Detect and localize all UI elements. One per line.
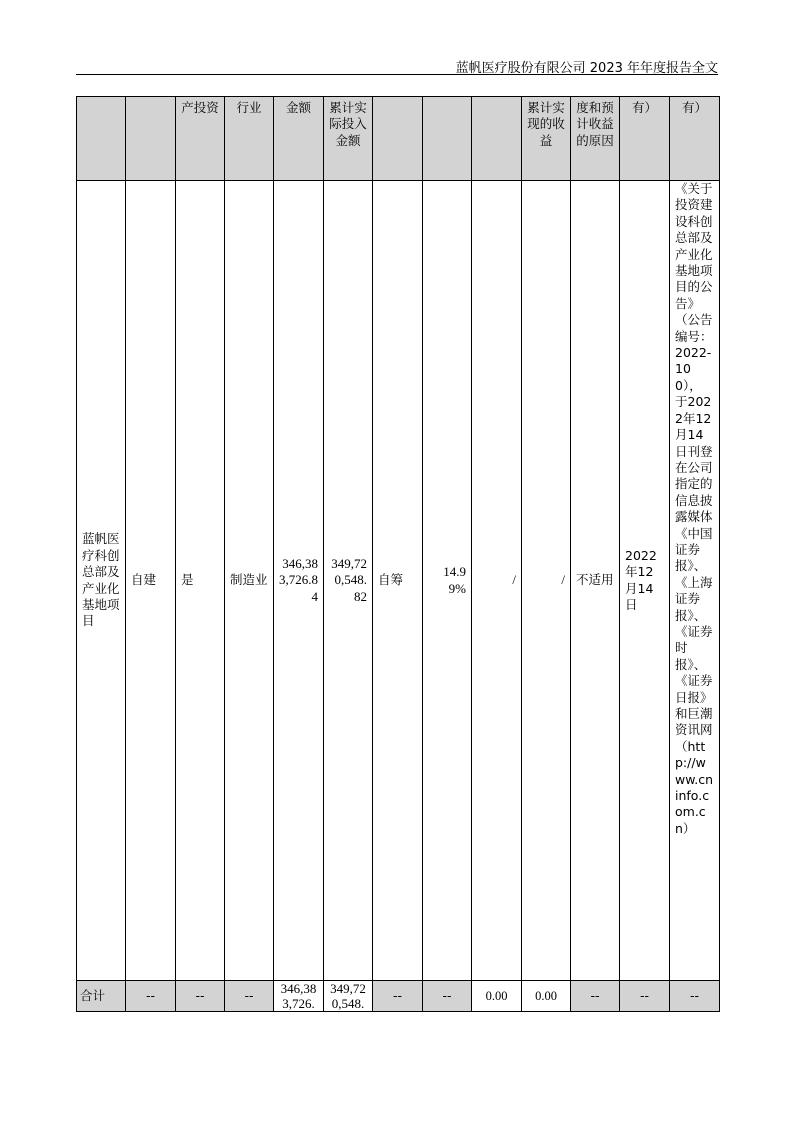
header-divider <box>76 74 718 75</box>
disclosure-date-cell: 2022年12月14日 <box>620 181 670 981</box>
total-cell: -- <box>225 981 274 1012</box>
header-cell: 累计实际投入金额 <box>324 97 373 181</box>
cumulative-amount-cell: 349,720,548.82 <box>324 181 373 981</box>
realized-income-cell: / <box>522 181 571 981</box>
fixed-asset-cell: 是 <box>176 181 225 981</box>
header-cell: 累计实现的收益 <box>522 97 571 181</box>
total-cell: -- <box>670 981 720 1012</box>
header-cell <box>472 97 522 181</box>
total-cell: -- <box>373 981 423 1012</box>
header-cell: 有） <box>620 97 670 181</box>
page-header-title: 蓝帆医疗股份有限公司 2023 年年度报告全文 <box>455 61 718 76</box>
expected-income-cell: / <box>472 181 522 981</box>
total-cumulative-cell: 349,720,548. <box>324 981 373 1012</box>
total-cell: -- <box>423 981 472 1012</box>
table-row <box>77 181 720 981</box>
header-cell <box>77 97 126 181</box>
header-cell <box>423 97 472 181</box>
header-cell: 度和预计收益的原因 <box>571 97 620 181</box>
project-name-cell: 蓝帆医疗科创总部及产业化基地项目 <box>77 181 126 981</box>
total-cell: -- <box>620 981 670 1012</box>
amount-cell: 346,383,726.84 <box>274 181 324 981</box>
total-cell: -- <box>126 981 176 1012</box>
total-cell: -- <box>571 981 620 1012</box>
total-label: 合计 <box>77 981 126 1012</box>
investment-project-table <box>76 96 720 1012</box>
header-cell: 产投资 <box>176 97 225 181</box>
investment-method-cell: 自建 <box>126 181 176 981</box>
header-cell <box>126 97 176 181</box>
disclosure-index-cell: 《关于投资建设科创总部及产业化基地项目的公告》（公告编号：2022-100），于2022年12月14日刊登在公司指定的信息披露媒体《中国证券报》、《上海证券报》、《证券时报》、《证券日报》和巨潮资讯网（http://www.cninfo.com.cn） <box>670 181 720 981</box>
total-amount-cell: 346,383,726. <box>274 981 324 1012</box>
header-cell: 行业 <box>225 97 274 181</box>
total-cell: -- <box>176 981 225 1012</box>
industry-cell: 制造业 <box>225 181 274 981</box>
fund-source-cell: 自筹 <box>373 181 423 981</box>
total-row <box>77 981 720 1012</box>
total-expected-income-cell: 0.00 <box>472 981 522 1012</box>
header-cell: 金额 <box>274 97 324 181</box>
total-realized-income-cell: 0.00 <box>522 981 571 1012</box>
table-header-row <box>77 97 720 181</box>
reason-cell: 不适用 <box>571 181 620 981</box>
header-cell <box>373 97 423 181</box>
header-cell: 有） <box>670 97 720 181</box>
progress-cell: 14.99% <box>423 181 472 981</box>
